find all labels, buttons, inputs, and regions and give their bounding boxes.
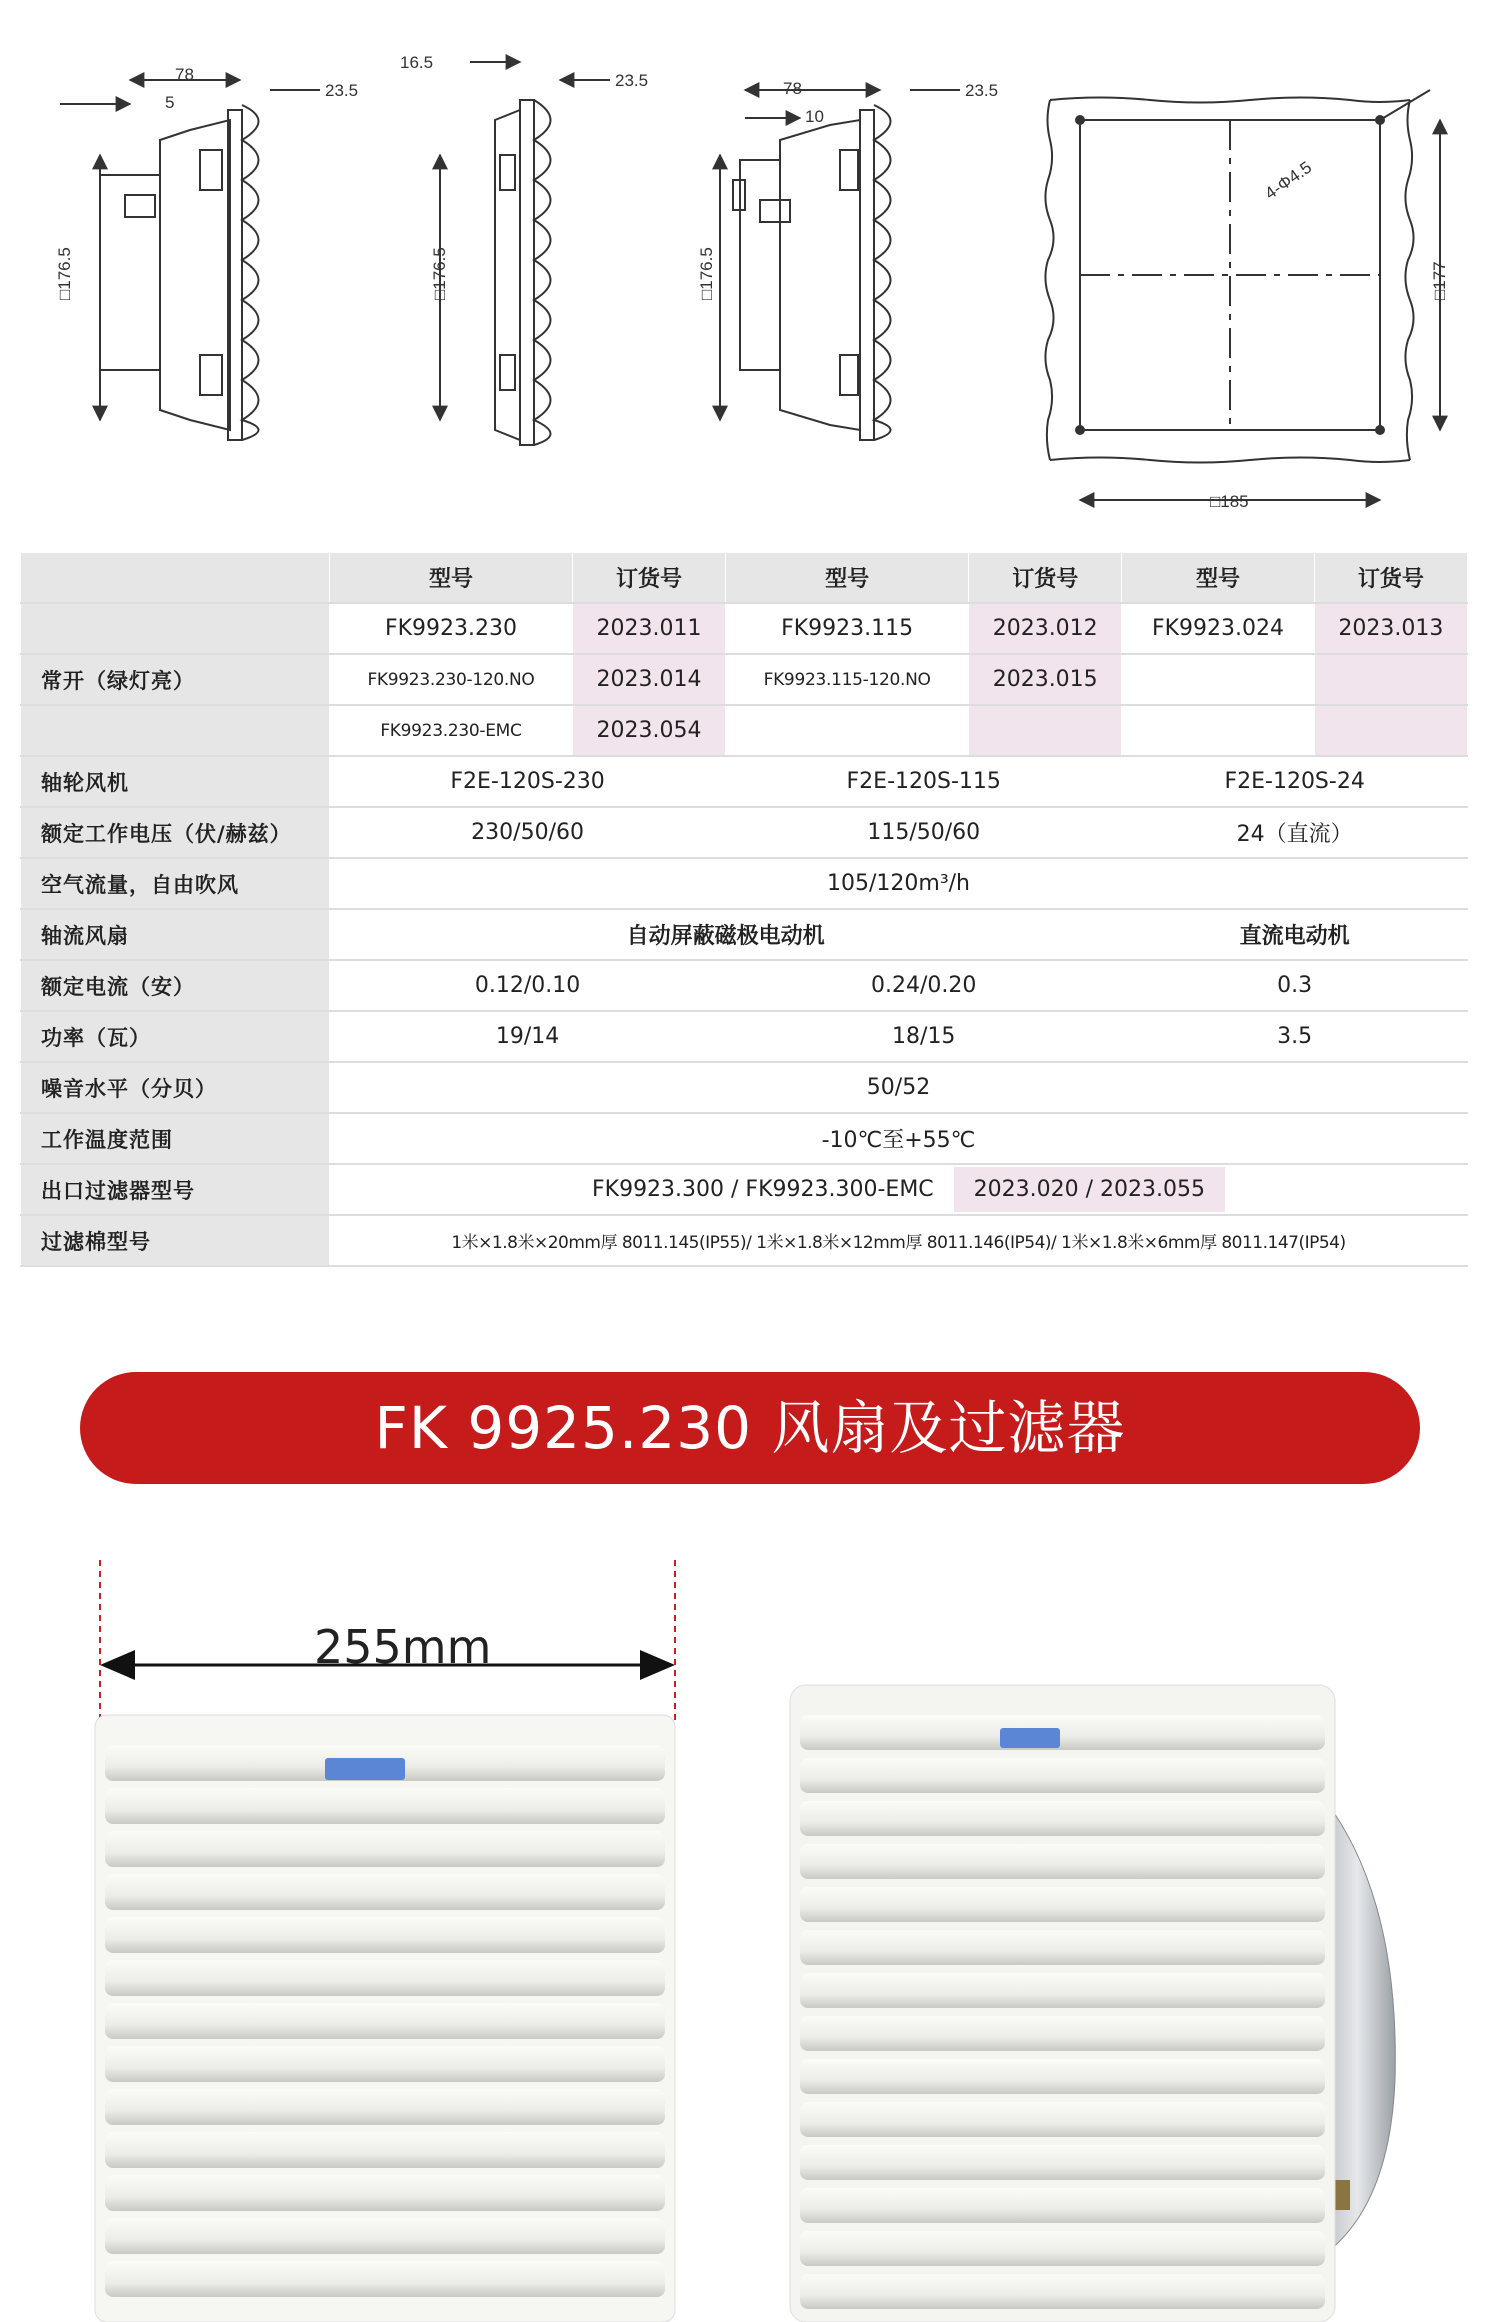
dim-185: □185 [1210,492,1249,511]
dim-78: 78 [175,65,194,84]
order-cell: 2023.015 [969,654,1122,705]
table-row [21,654,1468,705]
side-view-drawing-1 [60,80,320,440]
fan-grille-angled-photo [790,1685,1395,2322]
outlet-model: FK9923.300 / FK9923.300-EMC [591,1177,934,1202]
row-label: 空气流量，自由吹风 [21,858,330,909]
table-row: 轴流风扇 自动屏蔽磁极电动机 直流电动机 [21,909,1468,960]
table-row: 空气流量，自由吹风 105/120m³/h [21,858,1468,909]
table-row: 功率（瓦） 19/14 18/15 3.5 [21,1011,1468,1062]
row-label: 过滤棉型号 [21,1215,330,1266]
fan-grille-front-photo [95,1715,675,2322]
row-label: 轴流风扇 [21,909,330,960]
row-label: 噪音水平（分贝） [21,1062,330,1113]
dim-176-5: □176.5 [697,247,716,300]
row-label: 常开（绿灯亮） [21,654,330,705]
table-header-row [21,553,1468,604]
table-row [21,705,1468,756]
table-row: 轴轮风机 F2E-120S-230 F2E-120S-115 F2E-120S-24 [21,756,1468,807]
order-cell: 2023.014 [572,654,725,705]
table-row [21,603,1468,654]
dim-5: 5 [165,93,175,112]
spec-table [20,552,1468,1267]
dim-holes: 4-Φ4.5 [1261,157,1316,204]
width-dimension-label: 255mm [314,1620,492,1674]
row-label: 出口过滤器型号 [21,1164,330,1215]
header-model: 型号 [726,553,969,604]
dim-23-5: 23.5 [615,71,649,90]
dim-23-5: 23.5 [325,81,359,100]
table-row [21,1164,1468,1215]
table-row: 工作温度范围 -10℃至+55℃ [21,1113,1468,1164]
dim-16-5: 16.5 [400,53,434,72]
header-order: 订货号 [572,553,725,604]
product-title-banner: FK 9925.230 风扇及过滤器 [80,1372,1420,1484]
outlet-order: 2023.020 / 2023.055 [954,1167,1225,1212]
order-cell: 2023.011 [572,603,725,654]
technical-drawings [0,0,1500,530]
row-label: 功率（瓦） [21,1011,330,1062]
order-cell: 2023.013 [1314,603,1467,654]
header-model: 型号 [330,553,573,604]
order-cell: 2023.012 [969,603,1122,654]
dim-10: 10 [805,107,824,126]
panel-cutout-drawing [1045,90,1440,500]
table-row: 噪音水平（分贝） 50/52 [21,1062,1468,1113]
dim-23-5: 23.5 [965,81,999,100]
dim-176-5: □176.5 [430,247,449,300]
table-row: 过滤棉型号 1米×1.8米×20mm厚 8011.145(IP55)/ 1米×1.8米×12mm厚 8011.146(IP54)/ 1米×1.8米×6mm厚 8011.147(IP54) [21,1215,1468,1266]
model-cell: FK9923.230-120.NO [330,654,573,705]
product-photos [0,1560,1500,2322]
model-cell: FK9923.024 [1122,603,1314,654]
header-model: 型号 [1122,553,1314,604]
model-cell: FK9923.230-EMC [330,705,573,756]
model-cell: FK9923.115-120.NO [726,654,969,705]
table-row: 额定工作电压（伏/赫兹） 230/50/60 115/50/60 24（直流） [21,807,1468,858]
order-cell: 2023.054 [572,705,725,756]
side-view-drawing-3 [720,90,960,440]
table-row: 额定电流（安） 0.12/0.10 0.24/0.20 0.3 [21,960,1468,1011]
row-label: 轴轮风机 [21,756,330,807]
side-view-drawing-2 [440,62,610,445]
row-label: 额定电流（安） [21,960,330,1011]
dim-176-5: □176.5 [55,247,74,300]
row-label: 额定工作电压（伏/赫兹） [21,807,330,858]
dim-78: 78 [783,79,802,98]
header-order: 订货号 [969,553,1122,604]
row-label: 工作温度范围 [21,1113,330,1164]
header-order: 订货号 [1314,553,1467,604]
model-cell: FK9923.115 [726,603,969,654]
model-cell: FK9923.230 [330,603,573,654]
dim-177: □177 [1430,261,1449,300]
